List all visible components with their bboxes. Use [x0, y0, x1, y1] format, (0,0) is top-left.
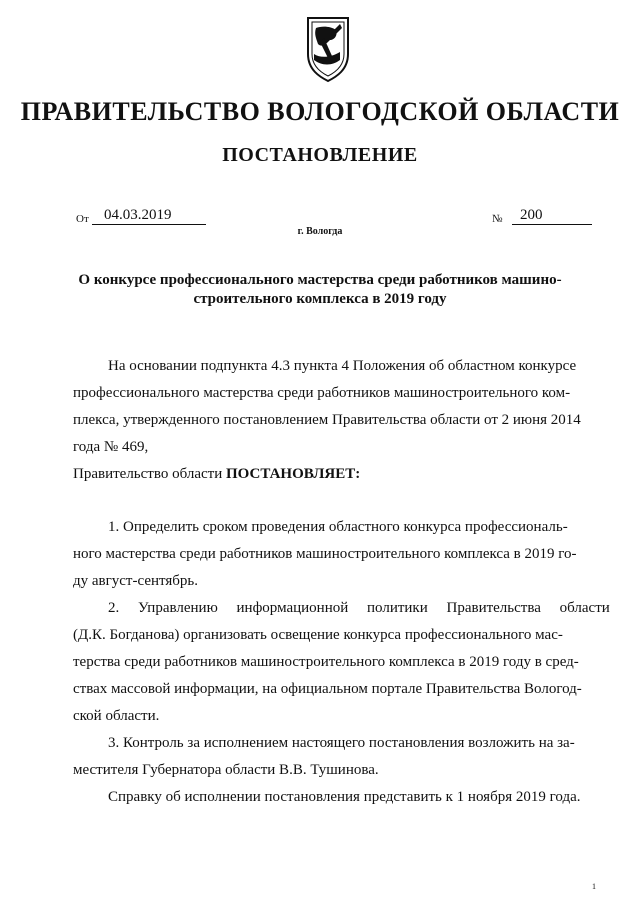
- item-3-line-1: 3. Контроль за исполнением настоящего постановления возложить на за-: [108, 735, 575, 751]
- number-prefix: №: [492, 213, 503, 225]
- coat-of-arms-emblem: [300, 14, 356, 84]
- resolution-keyword: ПОСТАНОВЛЯЕТ:: [225, 466, 361, 482]
- document-title: [0, 271, 640, 309]
- item-4-line-1: Справку об исполнении постановления представить к 1 ноября 2019 года.: [108, 789, 581, 805]
- preamble-line-2: профессионального мастерства среди работников машиностроительного ком-: [73, 385, 571, 401]
- date-prefix: От: [76, 213, 89, 225]
- item-2-line-1: 2. Управлению информационной политики Правительства области: [108, 600, 610, 616]
- item-2-line-5: ской области.: [73, 708, 160, 724]
- preamble-line-3: плекса, утвержденного постановлением Правительства области от 2 июня 2014: [73, 412, 581, 428]
- item-1-line-1: 1. Определить сроком проведения областного конкурса профессиональ-: [108, 519, 568, 535]
- date-field: [92, 206, 206, 225]
- title-line-2: строительного комплекса в 2019 году: [193, 291, 447, 307]
- item-1-line-3: ду август-сентябрь.: [73, 573, 198, 589]
- date-value: 04.03.2019: [104, 207, 172, 223]
- organization-heading: ПРАВИТЕЛЬСТВО ВОЛОГОДСКОЙ ОБЛАСТИ: [20, 97, 620, 126]
- city-label: г. Вологда: [297, 226, 343, 237]
- resolution-prefix: Правительство области: [73, 466, 226, 482]
- item-3-line-2: местителя Губернатора области В.В. Тушинова.: [73, 762, 379, 778]
- item-2-line-3: терства среди работников машиностроительного комплекса в 2019 году в сред-: [73, 654, 579, 670]
- item-2-line-4: ствах массовой информации, на официальном портале Правительства Вологод-: [73, 681, 582, 697]
- page-mark: 1: [592, 882, 596, 891]
- preamble-line-1: На основании подпункта 4.3 пункта 4 Положения об областном конкурсе: [108, 358, 577, 374]
- number-value: 200: [520, 207, 543, 223]
- title-line-1: О конкурсе профессионального мастерства среди работников машино-: [78, 272, 562, 288]
- document-type-heading: ПОСТАНОВЛЕНИЕ: [222, 144, 418, 166]
- item-1-line-2: ного мастерства среди работников машиностроительного комплекса в 2019 го-: [73, 546, 577, 562]
- resolution-line: [73, 461, 360, 488]
- number-field: [512, 206, 592, 225]
- preamble-line-4: года № 469,: [73, 439, 149, 455]
- item-2-line-2: (Д.К. Богданова) организовать освещение конкурса профессионального мас-: [73, 627, 563, 643]
